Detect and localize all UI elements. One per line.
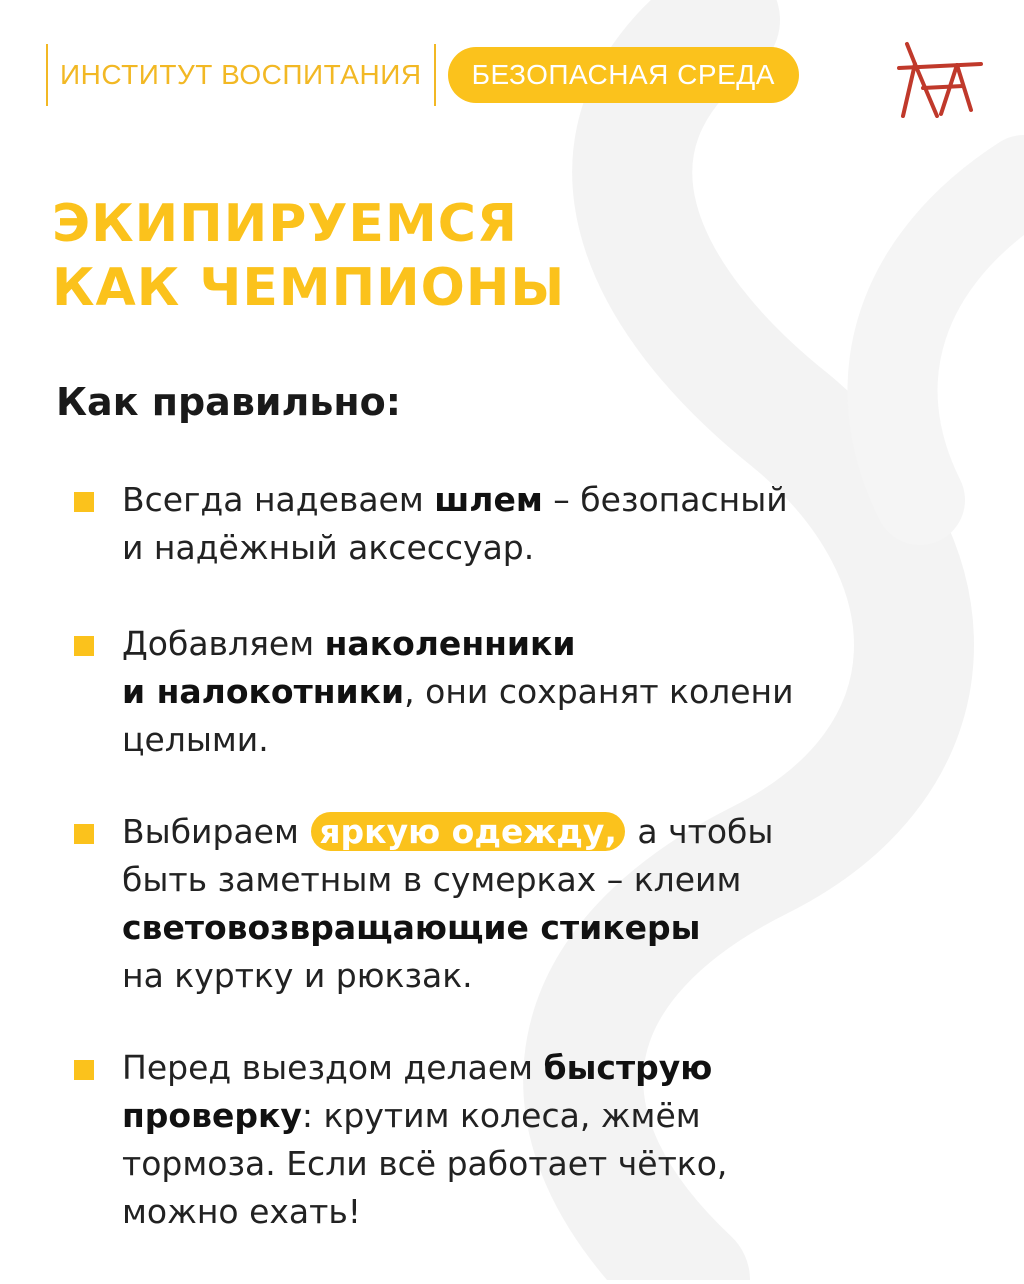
item-text: Перед выездом делаем [122, 1048, 544, 1087]
square-bullet-icon [74, 492, 94, 512]
item-text: целыми. [122, 720, 269, 759]
square-bullet-icon [74, 1060, 94, 1080]
item-text: Добавляем [122, 624, 325, 663]
item-text: и надёжный аксессуар. [122, 528, 535, 567]
item-text: – безопасный [542, 480, 788, 519]
item-text: можно ехать! [122, 1192, 362, 1231]
item-bold: проверку [122, 1096, 302, 1135]
item-text: тормоза. Если всё работает чётко, [122, 1144, 728, 1183]
page-title [52, 192, 565, 320]
item-bold: шлем [434, 480, 543, 519]
square-bullet-icon [74, 636, 94, 656]
page-title-line1: ЭКИПИРУЕМСЯ [52, 194, 518, 254]
institute-name: ИНСТИТУТ ВОСПИТАНИЯ [60, 59, 422, 90]
header-divider-right [434, 44, 436, 106]
item-text: быть заметным в сумерках – клеим [122, 860, 742, 899]
section-heading: Как правильно: [56, 380, 401, 424]
list-item [74, 476, 954, 572]
highlighted-phrase: яркую одежду, [311, 812, 625, 851]
item-text: на куртку и рюкзак. [122, 956, 473, 995]
item-bold: световозвращающие стикеры [122, 908, 701, 947]
tips-list [74, 476, 954, 1284]
item-text: Всегда надеваем [122, 480, 435, 519]
item-text: : крутим колеса, жмём [301, 1096, 701, 1135]
list-item [74, 808, 954, 1000]
square-bullet-icon [74, 824, 94, 844]
section-badge: БЕЗОПАСНАЯ СРЕДА [448, 47, 799, 103]
chair-logo-icon [893, 40, 987, 118]
list-item [74, 1044, 954, 1236]
list-item [74, 620, 954, 764]
header [46, 44, 799, 106]
item-text: , они сохранят колени [404, 672, 794, 711]
item-bold: и налокотники [122, 672, 405, 711]
item-text: Выбираем [122, 812, 310, 851]
page-title-line2: КАК ЧЕМПИОНЫ [52, 258, 566, 318]
item-text: а чтобы [626, 812, 774, 851]
item-bold: быструю [543, 1048, 713, 1087]
item-bold: наколенники [324, 624, 576, 663]
